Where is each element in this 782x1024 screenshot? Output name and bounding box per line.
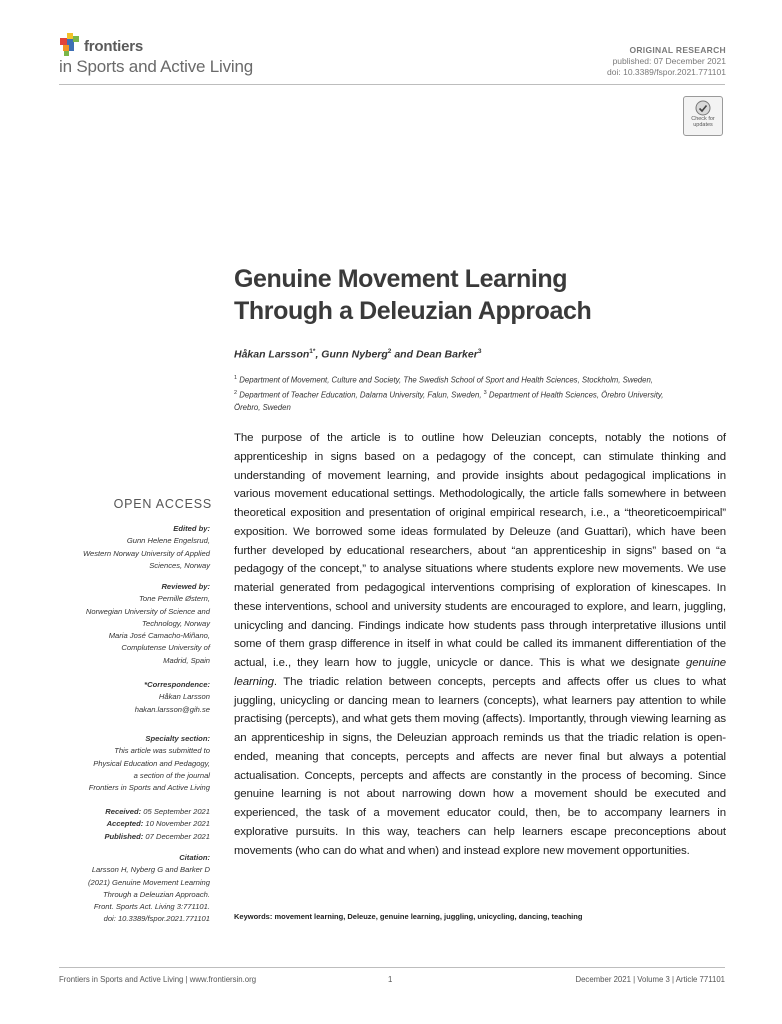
received-value: 05 September 2021 <box>143 807 210 816</box>
affiliation-3-location: Örebro, Sweden <box>234 403 291 413</box>
abstract <box>234 429 726 860</box>
editor-line: Western Norway University of Applied <box>82 548 210 558</box>
keywords <box>234 912 734 921</box>
title-line: Genuine Movement Learning <box>234 265 568 293</box>
author-name[interactable]: Håkan Larsson <box>234 348 310 361</box>
reviewer-line: Norwegian University of Science and <box>85 606 210 616</box>
footer-divider <box>59 967 725 968</box>
author-affiliation-mark: 2 <box>387 348 392 355</box>
author-separator: , <box>315 348 322 361</box>
specialty-label: Specialty section: <box>145 734 210 743</box>
citation-doi[interactable]: doi: 10.3389/fspor.2021.771101 <box>103 914 210 924</box>
check-for-updates-button[interactable] <box>683 96 723 136</box>
keywords-list: movement learning, Deleuze, genuine learning, juggling, unicycling, dancing, teaching <box>274 912 583 921</box>
dates-section <box>40 806 210 843</box>
header-divider <box>59 84 725 85</box>
citation-line: (2021) Genuine Movement Learning <box>88 877 210 887</box>
journal-name: in Sports and Active Living <box>59 57 253 76</box>
reviewer-line: Complutense University of <box>121 643 210 653</box>
published-date: published: 07 December 2021 <box>612 56 726 66</box>
affiliation-1: Department of Movement, Culture and Society, The Swedish School of Sport and Health Sciences, Stockholm, Sweden, <box>239 375 653 385</box>
published-value: 07 December 2021 <box>145 831 210 841</box>
published-label: Published: <box>104 831 144 841</box>
edited-by-label: Edited by: <box>173 524 210 533</box>
open-access-label: OPEN ACCESS <box>113 497 212 511</box>
correspondence-email[interactable]: hakan.larsson@gih.se <box>134 704 210 714</box>
abstract-text: . The triadic relation between concepts, percepts and affects offer us clues to what juggling, unicycling or dancing mean to learners (concepts), what learners pay attention to while practising (percepts), and what gets them moving (affects). Importantly, through viewing learning as an apprenticeship in signs, the Deleuzian approach reminds us that the triadic relation is open-ended, meaning that concepts, percepts and affects are never final but always a potential actualisation. Concepts, percepts and affects are constantly in the process of becoming. Since genuine learning is not about narrowing down how a movement should be executed and experienced, the task of a movement educator could, then, be to accompany learners in explorative pursuits. In this way, teachers can help learners escape preconceptions about movements (who can do what and when) and instead explore new movement opportunities. <box>234 675 726 857</box>
specialty-line: a section of the journal <box>133 770 210 780</box>
reviewer-line: Maria José Camacho-Miñano, <box>108 631 210 641</box>
received-label: Received: <box>105 807 142 816</box>
correspondence-section <box>40 679 210 716</box>
frontiers-logo-icon <box>60 33 80 57</box>
accepted-label: Accepted: <box>106 819 144 829</box>
footer-journal-link[interactable]: Frontiers in Sports and Active Living | www.frontiersin.org <box>59 975 257 984</box>
specialty-section <box>40 733 210 794</box>
author-name[interactable]: Dean Barker <box>415 348 478 361</box>
reviewer-line: Technology, Norway <box>142 618 210 628</box>
title-line: Through a Deleuzian Approach <box>234 297 592 325</box>
affiliations <box>234 372 734 415</box>
edited-by-section <box>40 523 210 572</box>
published-date-side <box>40 831 210 843</box>
reviewed-by-label: Reviewed by: <box>161 582 210 591</box>
page-number: 1 <box>388 975 393 984</box>
affiliation-mark: 3 <box>483 390 487 397</box>
check-updates-label: Check for <box>691 116 715 122</box>
author-affiliation-mark: 3 <box>477 348 482 355</box>
author-affiliation-mark: 1* <box>309 348 316 355</box>
author-list <box>234 348 481 361</box>
reviewer-line: Tone Pernille Østern, <box>138 594 210 604</box>
affiliation-2: Department of Teacher Education, Dalarna University, Falun, Sweden, <box>239 390 482 400</box>
specialty-line: This article was submitted to <box>114 746 210 756</box>
received-date <box>40 806 210 818</box>
reviewer-line: Madrid, Spain <box>163 655 210 665</box>
correspondence-label: *Correspondence: <box>144 680 210 689</box>
footer-issue-info: December 2021 | Volume 3 | Article 771101 <box>575 975 725 984</box>
citation-section <box>40 852 210 926</box>
author-name[interactable]: Gunn Nyberg <box>321 348 388 361</box>
logo-wordmark: frontiers <box>84 38 144 55</box>
keywords-label: Keywords: <box>234 912 273 921</box>
article-title <box>234 263 714 327</box>
specialty-line: Physical Education and Pedagogy, <box>93 758 210 768</box>
article-type: ORIGINAL RESEARCH <box>629 45 726 55</box>
reviewed-by-section <box>40 581 210 667</box>
accepted-value: 10 November 2021 <box>145 819 210 829</box>
check-updates-icon <box>695 100 711 116</box>
citation-label: Citation: <box>179 853 210 862</box>
affiliation-mark: 1 <box>234 375 238 381</box>
citation-line: Through a Deleuzian Approach. <box>103 889 210 899</box>
correspondence-name: Håkan Larsson <box>158 692 210 702</box>
abstract-emphasis: genuine learning <box>234 657 726 688</box>
abstract-text: The purpose of the article is to outline how Deleuzian concepts, notably the notions of apprenticeship in signs based on a pedagogy of the concept, can stimulate thinking and understanding of movement learning, and provide insights about pedagogical implications in various movement educational settings. Methodologically, the article falls somewhere in between theoretical exposition and presentation of original empirical research, i.e., a “theoreticoempirical” exposition. We borrowed some ideas formulated by Deleuze (and Guattari), which have been further developed by educational researchers, about “an apprenticeship in signs” based on “a pedagogy of the concept,” to analyse situations where students explore new movements. We use material generated from pedagogical interventions comprising of exploration of kinescapes. In these interventions, school and university students are encouraged to explore, and learn, juggling, unicycling and dancing. Findings indicate how students pass through interpretative illusions until some of them grasp difference in itself in what could be called its immanent differentiation of the actual, i.e., they learn how to juggle, unicycle or dance. This is what we designate <box>234 432 726 669</box>
author-separator: and <box>391 348 416 361</box>
citation-line: Larsson H, Nyberg G and Barker D <box>91 865 210 875</box>
editor-line: Gunn Helene Engelsrud, <box>126 536 210 546</box>
editor-line: Sciences, Norway <box>149 560 210 570</box>
doi-link[interactable]: doi: 10.3389/fspor.2021.771101 <box>607 67 726 77</box>
check-updates-label: updates <box>693 122 713 128</box>
specialty-line: Frontiers in Sports and Active Living <box>88 783 210 793</box>
citation-line: Front. Sports Act. Living 3:771101. <box>93 902 210 912</box>
accepted-date <box>40 818 210 830</box>
affiliation-3: Department of Health Sciences, Örebro University, <box>488 390 664 400</box>
affiliation-mark: 2 <box>234 390 238 397</box>
